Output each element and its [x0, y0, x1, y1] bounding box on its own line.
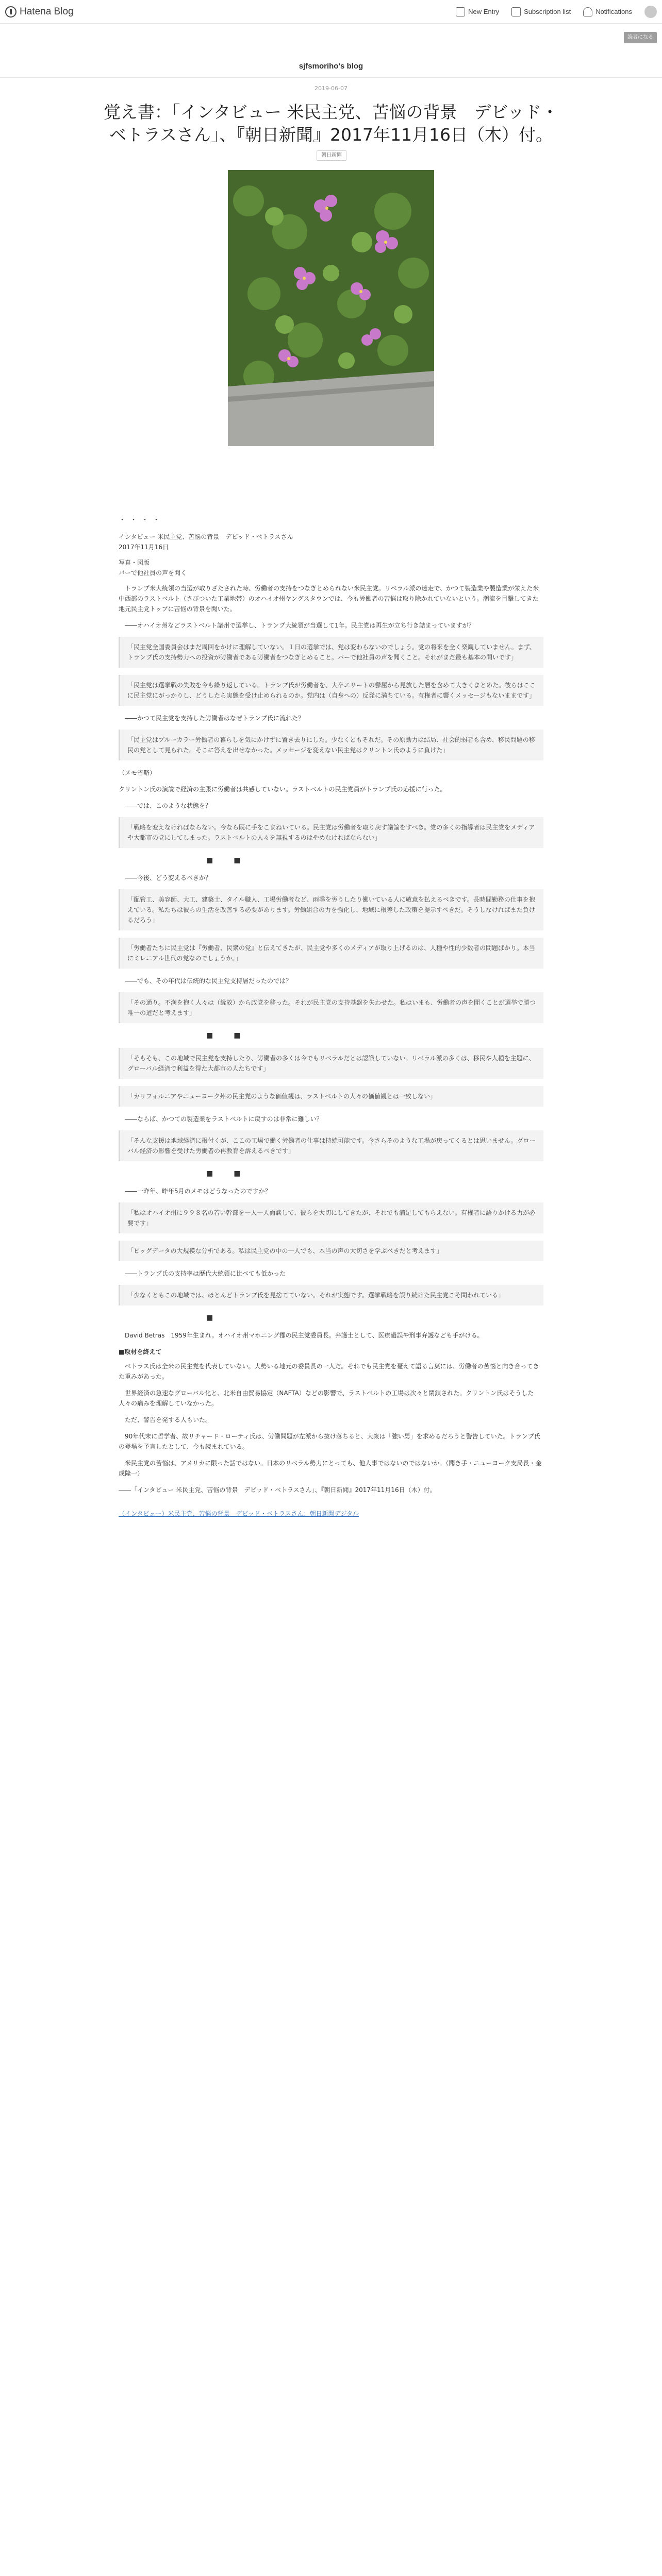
logo-text: Hatena Blog	[20, 6, 74, 17]
subscription-list-link[interactable]	[511, 7, 571, 16]
new-entry-link[interactable]	[456, 7, 499, 16]
question-7: ――ならば、かつての製造業をラストベルトに戻すのは非常に難しい？	[119, 1115, 323, 1123]
answer-3: 「戦略を変えなければならない。今なら既に手をこまねいている。民主党は労働者を取り戻す議論をすべき。党の多くの指導者は民主党をメディアや大都市の党にしてしまった。ラストベルトの人々を無視するのはやめなければならない」	[119, 817, 543, 848]
new-entry-label: New Entry	[468, 8, 500, 15]
meta-title: インタビュー 米民主党、苦悩の背景 デビッド・ベトラスさん	[119, 533, 293, 540]
notifications-link[interactable]	[583, 7, 632, 16]
question-5: ――でも、その年代は伝統的な民主党支持層だったのでは？	[119, 977, 292, 985]
meta-date: 2017年11月16日	[119, 544, 169, 551]
after-paragraph-2: 世界経済の急速なグローバル化と、北米自由貿易協定（NAFTA）などの影響で、ラストベルトの工場は次々と閉鎖された。クリントン氏はそうした人々の痛みを理解していなかった。	[119, 1389, 534, 1407]
answer-2b: クリントン氏の演説で経済の主張に労働者は共感していない。ラストベルトの民主党員がトランプ氏の応援に行った。	[119, 786, 446, 793]
notifications-label: Notifications	[595, 8, 632, 15]
answer-6: 「そもそも、この地域で民主党を支持したり、労働者の多くは今でもリベラルだとは認識していない。リベラル派の多くは、移民や人種を主題に、グローバル経済で利益を得た大都市の人たちです」	[119, 1048, 543, 1079]
pencil-icon	[456, 7, 465, 16]
section-separator: ■	[206, 1314, 234, 1322]
bell-icon	[583, 7, 592, 16]
category-tag[interactable]: 朝日新聞	[317, 150, 346, 161]
hatena-logo-icon	[5, 6, 16, 18]
article-body	[119, 515, 543, 1519]
top-nav	[456, 6, 657, 18]
post-title[interactable]: 覚え書：「インタビュー 米民主党、苦悩の背景 デビッド・ベトラスさん」、『朝日新聞』2017年11月16日（木）付。	[103, 102, 559, 145]
dot-separator: ・・・・	[119, 516, 164, 524]
question-9: ――トランプ氏の支持率は歴代大統領に比べても低かった	[119, 1270, 286, 1277]
answer-8: 「私はオハイオ州に９９８名の若い幹部を一人一人面談して、彼らを大切にしてきたが、それでも満足してもらえない。有権者に語りかける力が必要です」	[119, 1202, 543, 1233]
hatena-logo[interactable]	[5, 6, 74, 18]
question-4: ――今後、どう変えるべきか？	[119, 874, 212, 882]
note-2: （メモ省略）	[119, 769, 156, 776]
after-interview-heading: ■取材を終えて	[119, 1348, 162, 1355]
question-1: ――オハイオ州などラストベルト諸州で選挙し、トランプ大統領が当選して1年。民主党は再生が立ち行き詰まっていますが？	[119, 622, 475, 629]
section-separator: ■■	[206, 1031, 261, 1040]
section-separator: ■■	[206, 856, 261, 865]
question-3: ――では、このような状態を？	[119, 802, 212, 809]
lead-paragraph: トランプ米大統領の当選が取りざたされた時、労働者の支持をつなぎとめられない米民主党。リベラル派の迷走で、かつて製造業や製造業が栄えた米中西部のラストベルト（さびついた工業地帯）のオハイオ州ヤングスタウンでは、今も労働者の苦悩は取り除かれていないという。潮流を目撃してきた地元民主党トップに苦悩の背景を聞いた。	[119, 585, 539, 613]
answer-9: 「少なくともこの地域では、ほとんどトランプ氏を見捨てていない。それが実態です。選挙戦略を誤り続けた民主党こそ問われている」	[119, 1285, 543, 1306]
answer-8b: 「ビッグデータの大規模な分析である。私は民主党の中の一人でも、本当の声の大切さを学ぶべきだと考えます」	[119, 1241, 543, 1261]
section-separator: ■■	[206, 1170, 261, 1178]
user-avatar[interactable]	[644, 6, 657, 18]
answer-7: 「そんな支援は地域経済に根付くが、ここの工場で働く労働者の仕事は持続可能です。今さらそのような工場が戻ってくるとは思いません。グローバル経済の影響を受けた労働者の再教育を訴えるべきです」	[119, 1130, 543, 1161]
header-divider	[0, 77, 662, 78]
answer-1b: 「民主党は選挙戦の失敗を今も繰り返している。トランプ氏が労働者を、大卒エリートの鬱屈から見放した層を含めて大きくまとめた。彼らはここに民主党にがっかりし、どうしたら実態を受け止められるのか。党内は（自身への）反発に満ちている。有権者に響くメッセージもないままです」	[119, 675, 543, 706]
top-bar	[0, 0, 662, 24]
list-icon	[511, 7, 521, 16]
source-link[interactable]: （インタビュー）米民主党、苦悩の背景 デビッド・ベトラスさん：朝日新聞デジタル	[119, 1510, 359, 1517]
post-date[interactable]: 2019-06-07	[315, 85, 347, 92]
answer-4b: 「労働者たちに民主党は『労働者、民衆の党』と伝えてきたが、民主党や多くのメディアが取り上げるのは、人種や性的少数者の問題ばかり。本当にミレニアル世代の党なのでしょうか。」	[119, 938, 543, 969]
flower-photo	[228, 170, 434, 446]
answer-1: 「民主党全国委員会はまだ周回をかけに理解していない。１日の選挙では、党は変わらないのでしょう。党の将来を全く楽観していません。まず、トランプ氏の支持勢力への投資が労働者である労働者をつなぎとめること。バーで他社員の声を聞くこと。それがまだ最も基本の問いです」	[119, 637, 543, 668]
meta-caption: バーで他社員の声を聞く	[119, 569, 187, 577]
answer-2: 「民主党はブルーカラー労働者の暮らしを気にかけずに置き去りにした。少なくともそれだ。その原動力は結局、社会的弱者も含め、移民問題の移民の党として見られた。そこに答えを出せなかった。メッセージを変えない民主党はクリントン氏のように負けた」	[119, 730, 543, 760]
answer-6b: 「カリフォルニアやニューヨーク州の民主党のような価値観は、ラストベルトの人々の価値観とは一致しない」	[119, 1086, 543, 1107]
answer-4: 「配管工、美容師、大工、建築士、タイル職人、工場労働者など、雨季を労うしたり働いている人に敬意を払えるべきです。長時間勤務の仕事を抱えている。私たちは彼らの生活を改善する必要があります。労働組合の力を強化し、地域に根差した政策を提示すべきだ。そうしなければまた負けるだろう」	[119, 889, 543, 930]
after-paragraph-3: ただ、警告を発する人もいた。	[119, 1416, 212, 1423]
clover-flowers-image	[228, 170, 434, 446]
after-paragraph-4: 90年代末に哲学者、故リチャード・ローティ氏は、労働問題が左派から抜け落ちると、大衆は「強い男」を求めるだろうと警告していた。トランプ氏の登場を予言したとして、今も読まれている。	[119, 1433, 540, 1450]
profile-paragraph: David Betras 1959年生まれ。オハイオ州マホニング郡の民主党委員長。弁護士として、医療過誤や刑事弁護なども手がける。	[119, 1332, 484, 1339]
question-2: ――かつて民主党を支持した労働者はなぜトランプ氏に流れた？	[119, 715, 305, 722]
subscription-label: Subscription list	[524, 8, 571, 15]
question-8: ――一昨年、昨年5月のメモはどうなったのですか？	[119, 1188, 271, 1195]
blog-title[interactable]: sjfsmoriho's blog	[299, 62, 363, 71]
meta-photo: 写真・図版	[119, 559, 150, 566]
answer-5: 「その通り。不満を抱く人々は（縁故）から政党を移った。それが民主党の支持基盤を失わせた。私はいまも、労働者の声を聞くことが選挙で勝つ唯一の道だと考えます」	[119, 992, 543, 1023]
subscribe-button[interactable]: 読者になる	[624, 32, 657, 43]
closing-citation: ――「インタビュー 米民主党、苦悩の背景 デビッド・ベトラスさん」、『朝日新聞』2017年11月16日（木）付。	[119, 1486, 436, 1494]
after-paragraph-1: ベトラス氏は全米の民主党を代表していない。大勢いる地元の委員長の一人だ。それでも民主党を憂えて語る言葉には、労働者の苦悩と向き合ってきた重みがあった。	[119, 1363, 539, 1380]
after-paragraph-5: 米民主党の苦悩は、アメリカに限った話ではない。日本のリベラル勢力にとっても、他人事ではないのではないか。（聞き手・ニューヨーク支局長・金成隆一）	[119, 1460, 542, 1477]
